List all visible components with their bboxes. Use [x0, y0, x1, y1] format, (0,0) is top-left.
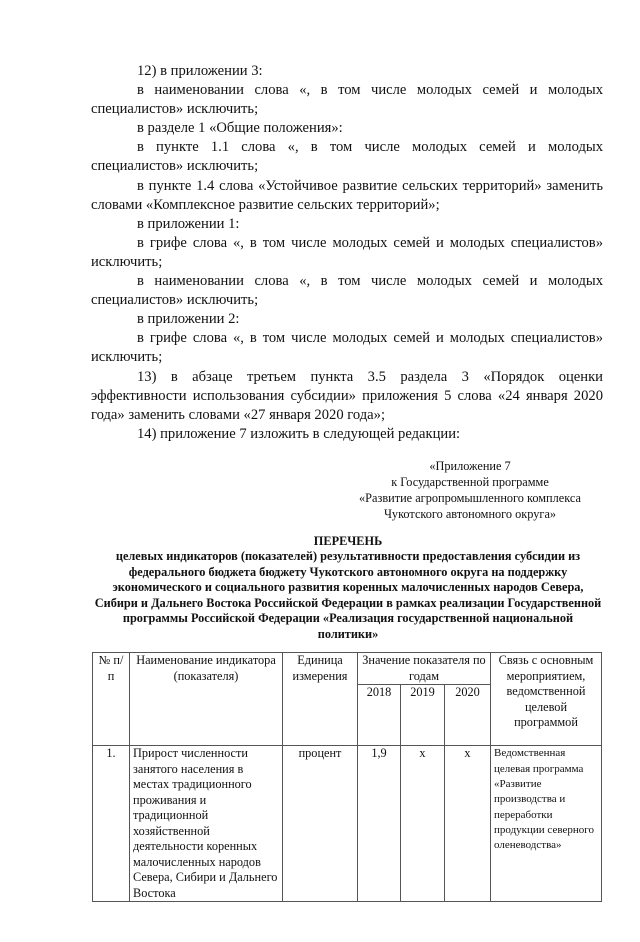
cell-unit: процент: [283, 746, 358, 902]
appendix-line: «Приложение 7: [429, 458, 511, 473]
appendix-line: Чукотского автономного округа»: [383, 506, 557, 521]
header-year: 2020: [445, 685, 491, 746]
cell-2019: x: [401, 746, 445, 902]
amendments-text: [91, 62, 603, 444]
paragraph: в грифе слова «, в том числе молодых семей и молодых специалистов» исключить;: [91, 234, 603, 270]
appendix-line: к Государственной программе: [391, 474, 549, 489]
table-row: [93, 746, 602, 902]
cell-num: 1.: [93, 746, 130, 902]
paragraph: 14) приложение 7 изложить в следующей редакции:: [137, 425, 461, 442]
header-unit: Единица измерения: [283, 653, 358, 746]
cell-link: Ведомственная целевая программа «Развитие производства и переработки продукции северного оленеводства»: [491, 746, 602, 902]
paragraph: в пункте 1.4 слова «Устойчивое развитие сельских территорий» заменить словами «Комплексное развитие сельских территорий»;: [91, 177, 603, 213]
header-year: 2019: [401, 685, 445, 746]
header-link: Связь с основным мероприятием, ведомственной целевой программой: [491, 653, 602, 746]
cell-2018: 1,9: [358, 746, 401, 902]
header-name: Наименование индикатора (показателя): [130, 653, 283, 746]
paragraph: в наименовании слова «, в том числе молодых семей и молодых специалистов» исключить;: [91, 273, 603, 309]
table-header-row: [93, 653, 602, 685]
paragraph: в разделе 1 «Общие положения»:: [137, 120, 343, 137]
header-num: № п/п: [93, 653, 130, 746]
cell-name: Прирост численности занятого населения в местах традиционного проживания и традиционной хозяйственной деятельности коренных малочисленных народов Севера, Сибири и Дальнего Востока: [130, 746, 283, 902]
paragraph: 12) в приложении 3:: [137, 63, 263, 79]
appendix-stamp: [340, 458, 600, 522]
header-year: 2018: [358, 685, 401, 746]
document-title: [92, 534, 604, 643]
paragraph: в грифе слова «, в том числе молодых семей и молодых специалистов» исключить;: [91, 330, 603, 366]
title-subtitle: целевых индикаторов (показателей) результативности предоставления субсидии из федерального бюджета бюджету Чукотского автономного округа на поддержку экономического и социального развития коренных малочисленных народов Севера, Сибири и Дальнего Востока Российской Федерации в рамках реализации Государственной программы Российской Федерации «Реализация государственной национальной политики»: [94, 549, 602, 641]
cell-2020: x: [445, 746, 491, 902]
paragraph: в наименовании слова «, в том числе молодых семей и молодых специалистов» исключить;: [91, 82, 603, 118]
appendix-line: «Развитие агропромышленного комплекса: [359, 490, 581, 505]
paragraph: в приложении 1:: [137, 215, 240, 232]
indicators-table: [92, 652, 602, 902]
paragraph: 13) в абзаце третьем пункта 3.5 раздела 3 «Порядок оценки эффективности использования субсидии» приложения 5 слова «24 января 2020 года» заменить словами «27 января 2020 года»;: [91, 368, 603, 423]
title-heading: ПЕРЕЧЕНЬ: [313, 533, 383, 548]
paragraph: в приложении 2:: [137, 311, 240, 328]
paragraph: в пункте 1.1 слова «, в том числе молодых семей и молодых специалистов» исключить;: [91, 139, 603, 175]
header-values: Значение показателя по годам: [358, 653, 491, 685]
